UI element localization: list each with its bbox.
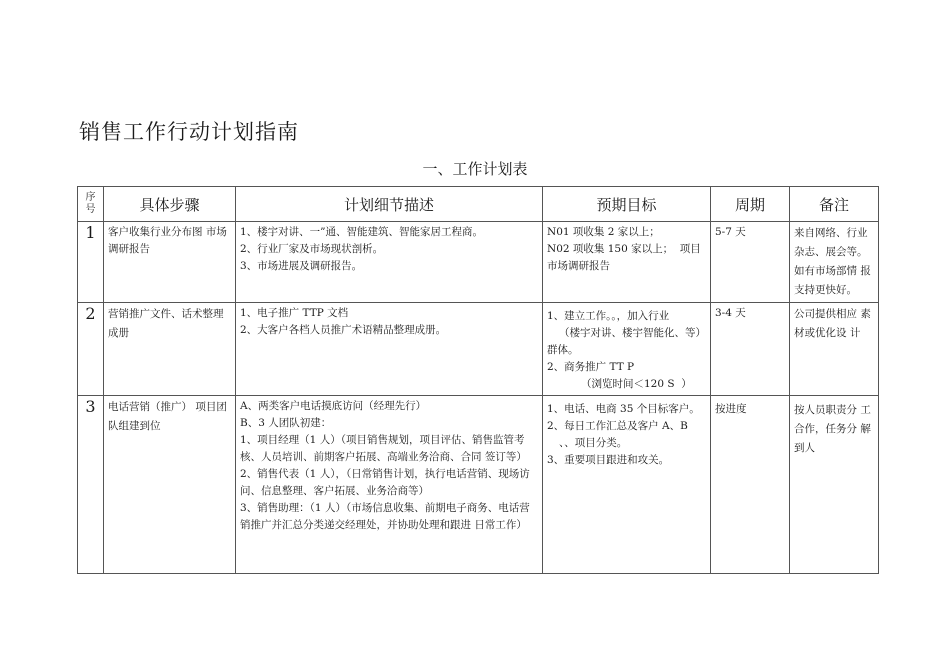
- goal-line: 1、建立工作。。，加入行业: [547, 310, 670, 322]
- goal-line: （楼宇对讲、楼宇智能化、等）: [559, 327, 706, 339]
- goal-line: 、、项目分类。: [559, 437, 628, 449]
- document-title: 销售工作行动计划指南: [79, 120, 299, 144]
- goal-cell: [543, 222, 711, 303]
- header-goal: 预期目标: [543, 187, 711, 222]
- detail-cell: [236, 303, 543, 396]
- detail-line: B、3 人团队初建：: [240, 417, 332, 429]
- period-cell: 5-7 天: [711, 222, 790, 303]
- detail-line: 3、市场进展及调研报告。: [240, 260, 363, 272]
- detail-line: 1、电子推广 TTP 文档: [240, 307, 349, 319]
- step-cell: 营销推广文件、话术整理成册: [104, 303, 236, 396]
- header-no: 序 号: [78, 187, 104, 222]
- step-cell: 电话营销（推广） 项目团队组建到位: [104, 396, 236, 574]
- header-detail: 计划细节描述: [236, 187, 543, 222]
- detail-line: A、两类客户电话摸底访问（经理先行）: [240, 400, 427, 412]
- detail-line: 2、行业厂家及市场现状剖析。: [240, 243, 384, 255]
- table-row: [78, 396, 879, 574]
- goal-line: 1、电话、电商 35 个目标客户。: [547, 403, 700, 415]
- goal-line: 2、每日工作汇总及客户 A、B: [547, 420, 688, 432]
- table-row: [78, 303, 879, 396]
- detail-line: 1、楼宇对讲、一”通、智能建筑、智能家居工程商。: [240, 226, 484, 238]
- goal-line: 3、重要项目跟进和攻关。: [547, 454, 670, 466]
- goal-line: 2、商务推广 TT P: [547, 361, 635, 373]
- table-header-row: [78, 187, 879, 222]
- detail-line: 2、销售代表（1 人），（日常销售计划，执行电话营销、现场访问、信息整理、客户拓展、业务洽商等）: [240, 468, 530, 497]
- detail-line: 1、项目经理（1 人）（项目销售规划，项目评估、销售监管考核、人员培训、前期客户拓展、高端业务洽商、合同 签订等）: [240, 434, 527, 463]
- section-title: 一、工作计划表: [422, 160, 528, 178]
- goal-line: （浏览时间＜120 S ）: [581, 378, 692, 390]
- goal-line: N02 项收集 150 家以上； 项目市场调研报告: [547, 243, 701, 272]
- row-number: 2: [78, 303, 104, 396]
- step-cell: 客户收集行业分布图 市场调研报告: [104, 222, 236, 303]
- row-number: 3: [78, 396, 104, 574]
- goal-cell: [543, 396, 711, 574]
- goal-line: N01 项收集 2 家以上；: [547, 226, 660, 238]
- detail-cell: [236, 222, 543, 303]
- table-row: [78, 222, 879, 303]
- header-step: 具体步骤: [104, 187, 236, 222]
- detail-cell: [236, 396, 543, 574]
- remark-cell: 公司提供相应 素材或优化设 计: [790, 303, 879, 396]
- header-period: 周期: [711, 187, 790, 222]
- period-cell: 按进度: [711, 396, 790, 574]
- goal-cell: [543, 303, 711, 396]
- remark-cell: 来自网络、行业杂志、展会等。如有市场部情 报支持更快好。: [790, 222, 879, 303]
- header-remark: 备注: [790, 187, 879, 222]
- detail-line: 3、销售助理：（1 人）（市场信息收集、前期电子商务、电话营销推广并汇总分类递交经理处，并协助处理和跟进 日常工作）: [240, 502, 530, 531]
- remark-cell: 按人员职责分 工合作，任务分 解到人: [790, 396, 879, 574]
- period-cell: 3-4 天: [711, 303, 790, 396]
- row-number: 1: [78, 222, 104, 303]
- goal-line: 群体。: [547, 344, 579, 356]
- work-plan-table: [77, 186, 879, 574]
- detail-line: 2、大客户各档人员推广术语精品整理成册。: [240, 324, 447, 336]
